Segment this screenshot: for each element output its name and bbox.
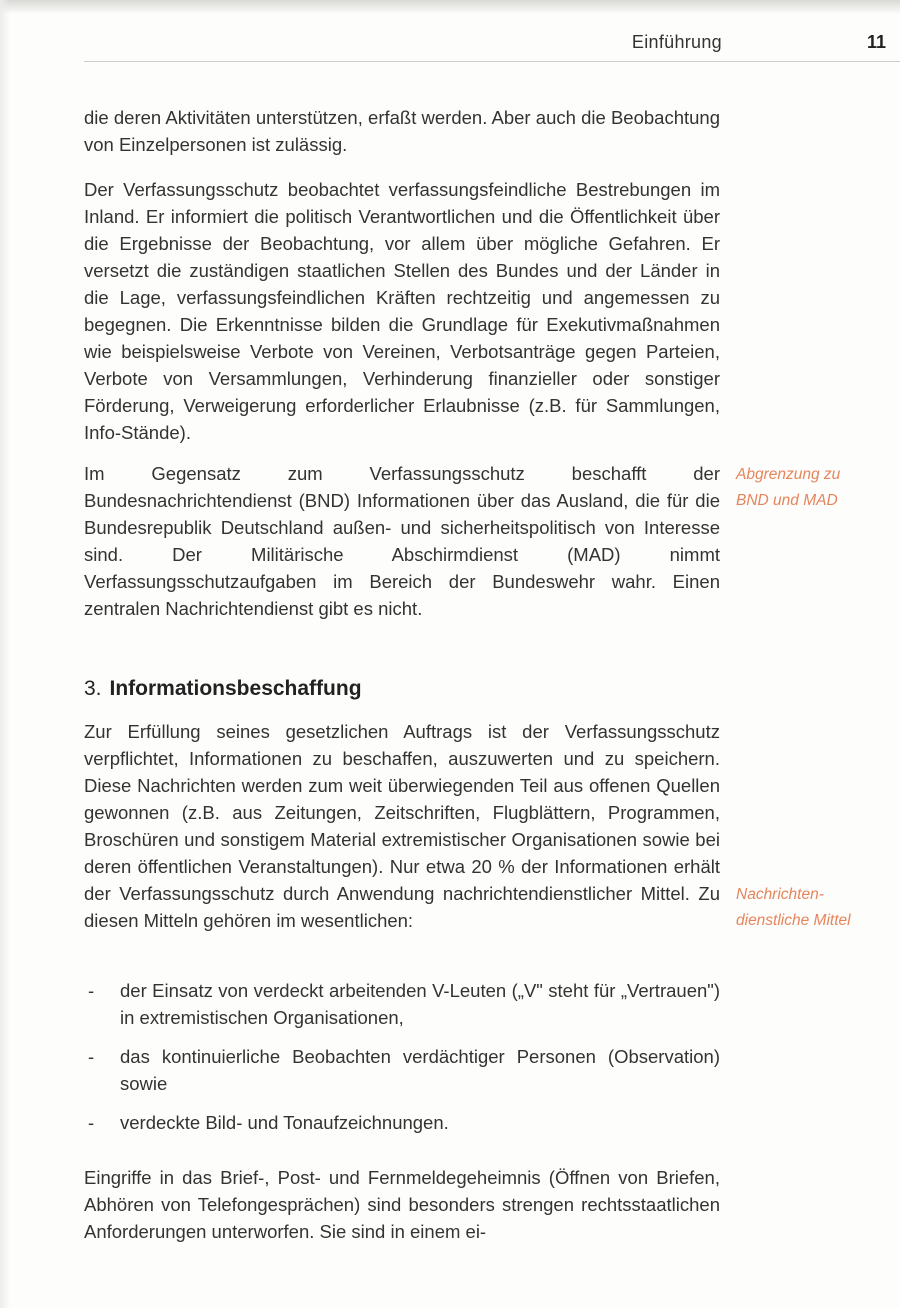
bullet-marker: - xyxy=(88,1112,95,1133)
margin-note-line: BND und MAD xyxy=(736,492,838,509)
margin-note-line: Abgrenzung zu xyxy=(736,466,841,483)
section-number: 3. xyxy=(84,677,102,700)
scan-shadow xyxy=(0,0,900,14)
list-item-text: das kontinuierliche Beobachten verdächtiger Personen (Observation) sowie xyxy=(120,1046,720,1094)
list-item xyxy=(84,1043,720,1097)
paragraph-text: Der Verfassungsschutz beobachtet verfassungsfeindliche Bestrebungen im Inland. Er informiert die politisch Verantwortlichen und die Öffentlichkeit über die Ergebnisse der Beobachtung, vor allem über mögliche Gefahren. Er versetzt die zuständigen staatlichen Stellen des Bundes und der Länder in die Lage, verfassungsfeindlichen Kräften rechtzeitig und angemessen zu begegnen. Die Erkenntnisse bilden die Grundlage für Exekutivmaßnahmen wie beispielsweise Verbote von Vereinen, Verbotsanträge gegen Parteien, Verbote von Versammlungen, Verhinderung finanzieller oder sonstiger Förderung, Verweigerung erforderlicher Erlaubnisse (z.B. für Sammlungen, Info-Stände). xyxy=(84,179,720,443)
section-heading xyxy=(84,674,720,704)
paragraph-text: Eingriffe in das Brief-, Post- und Fernmeldegeheimnis (Öffnen von Briefen, Abhören von Telefongesprächen) sind besonders strengen rechtsstaatlichen Anforderungen unterworfen. Sie sind in einem ei- xyxy=(84,1167,720,1242)
paragraph-5 xyxy=(84,1164,720,1245)
paragraph-2 xyxy=(84,176,720,446)
margin-note-nachrichtendienstliche-mittel xyxy=(736,882,886,934)
header-rule xyxy=(84,61,900,62)
list-item xyxy=(84,977,720,1031)
margin-note-bnd-mad xyxy=(736,462,886,514)
bullet-marker: - xyxy=(88,980,95,1001)
paragraph-text: die deren Aktivitäten unterstützen, erfaßt werden. Aber auch die Beobachtung von Einzelpersonen ist zulässig. xyxy=(84,107,720,155)
scan-edge xyxy=(0,0,10,1308)
section-title: Informationsbeschaffung xyxy=(109,677,362,700)
paragraph-text: Im Gegensatz zum Verfassungsschutz beschafft der Bundesnachrichtendienst (BND) Informationen über das Ausland, die für die Bundesrepublik Deutschland außen- und sicherheitspolitisch von Interesse sind. Der Militärische Abschirmdienst (MAD) nimmt Verfassungsschutzaufgaben im Bereich der Bundeswehr wahr. Einen zentralen Nachrichtendienst gibt es nicht. xyxy=(84,463,720,619)
paragraph-1 xyxy=(84,104,720,158)
list-item-text: der Einsatz von verdeckt arbeitenden V-Leuten („V" steht für „Vertrauen") in extremistischen Organisationen, xyxy=(120,980,720,1028)
margin-note-line: dienstliche Mittel xyxy=(736,912,851,929)
page-header xyxy=(84,30,900,64)
page-number: 11 xyxy=(866,32,886,52)
paragraph-3 xyxy=(84,460,720,622)
bullet-marker: - xyxy=(88,1046,95,1067)
paragraph-text: Zur Erfüllung seines gesetzlichen Auftrags ist der Verfassungsschutz verpflichtet, Informationen zu beschaffen, auszuwerten und zu speichern. Diese Nachrichten werden zum weit überwiegenden Teil aus offenen Quellen gewonnen (z.B. aus Zeitungen, Zeitschriften, Flugblättern, Programmen, Broschüren und sonstigem Material extremistischer Organisationen sowie bei deren öffentlichen Veranstaltungen). Nur etwa 20 % der Informationen erhält der Verfassungsschutz durch Anwendung nachrichtendienstlicher Mittel. Zu diesen Mitteln gehören im wesentlichen: xyxy=(84,721,720,931)
list-item-text: verdeckte Bild- und Tonaufzeichnungen. xyxy=(120,1112,449,1133)
bullet-list xyxy=(84,977,720,1136)
list-item xyxy=(84,1109,720,1136)
margin-note-line: Nachrichten- xyxy=(736,886,824,903)
paragraph-4 xyxy=(84,718,720,934)
running-section-title: Einführung xyxy=(631,32,722,52)
